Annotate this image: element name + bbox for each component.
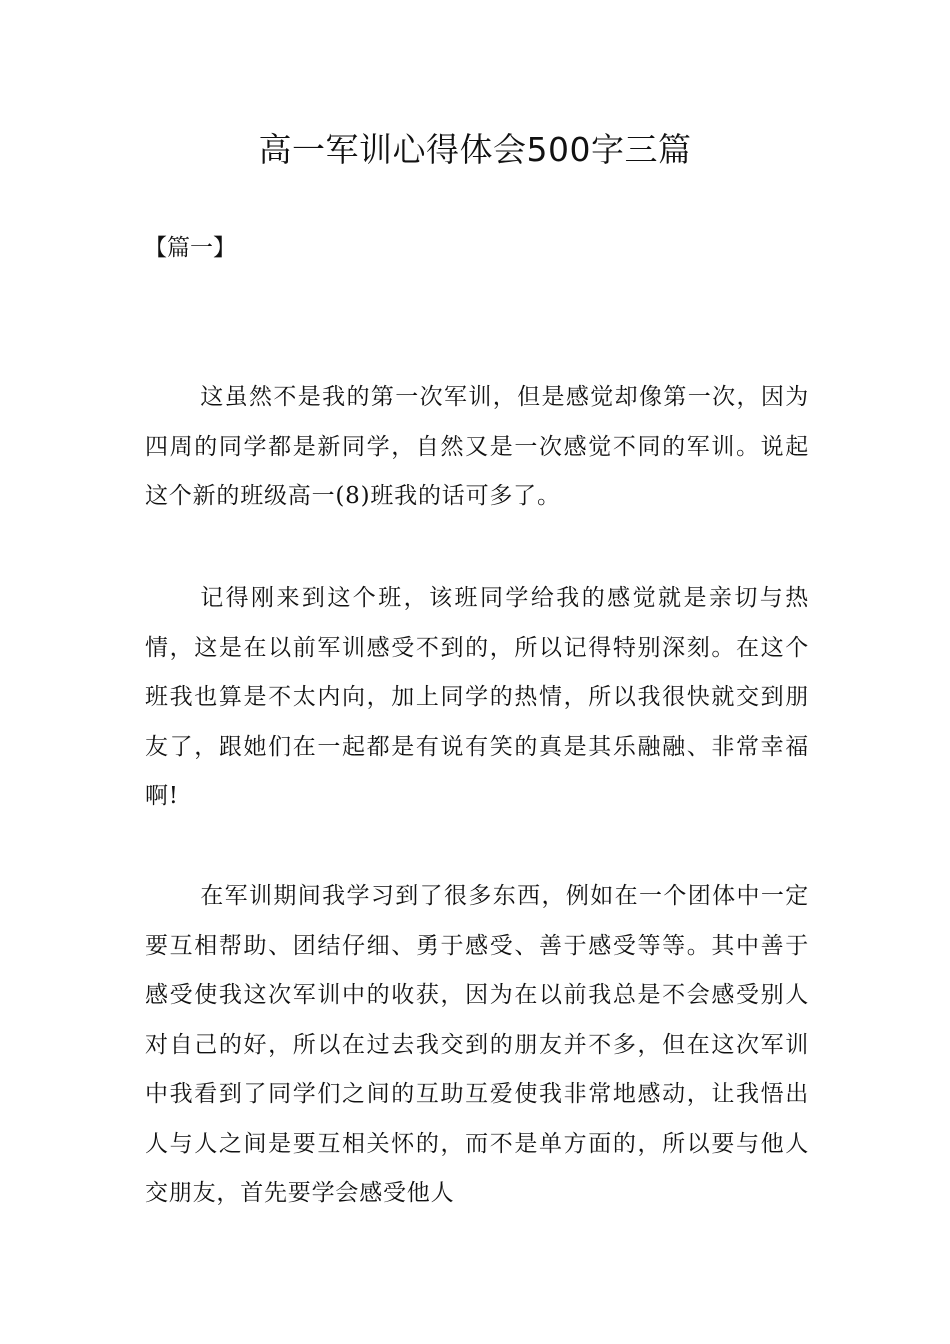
section-label: 【篇一】: [144, 235, 236, 261]
paragraph-1: 这虽然不是我的第一次军训，但是感觉却像第一次，因为四周的同学都是新同学，自然又是一次感觉不同的军训。说起这个新的班级高一(8)班我的话可多了。: [145, 384, 809, 509]
paragraph-3: 在军训期间我学习到了很多东西，例如在一个团体中一定要互相帮助、团结仔细、勇于感受、善于感受等等。其中善于感受使我这次军训中的收获，因为在以前我总是不会感受别人对自己的好，所以在过去我交到的朋友并不多，但在这次军训中我看到了同学们之间的互助互爱使我非常地感动，让我悟出人与人之间是要互相关怀的，而不是单方面的，所以要与他人交朋友，首先要学会感受他人: [145, 883, 809, 1206]
paragraph-2: 记得刚来到这个班，该班同学给我的感觉就是亲切与热情，这是在以前军训感受不到的，所以记得特别深刻。在这个班我也算是不太内向，加上同学的热情，所以我很快就交到朋友了，跟她们在一起都是有说有笑的真是其乐融融、非常幸福啊!: [145, 585, 809, 809]
document-title: 高一军训心得体会500字三篇: [258, 130, 692, 169]
